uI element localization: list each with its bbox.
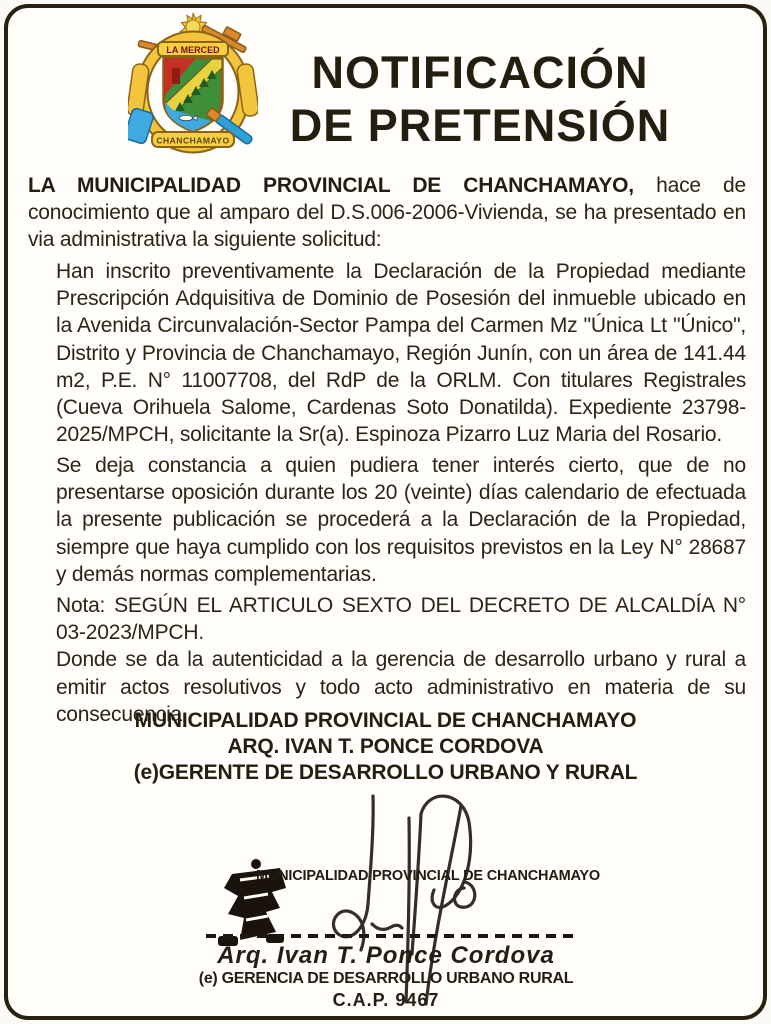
title-line-2: DE PRETENSIÓN bbox=[289, 100, 671, 151]
opposition-paragraph: Se deja constancia a quien pudiera tener interés cierto, que de no presentarse oposición durante los 20 (veinte) días calendario de efectuada la presente publicación se procederá a la Declaración de la Propiedad, siempre que haya cumplido con los requisitos previstos en la Ley N° 28687 y demás normas complementarias. bbox=[56, 454, 746, 586]
top-banner-ribbon bbox=[158, 42, 228, 56]
document-page bbox=[4, 4, 767, 1020]
stamp-signer-name: Arq. Ivan T. Ponce Cordova bbox=[217, 942, 555, 969]
top-banner-text: LA MERCED bbox=[166, 45, 220, 55]
signoff-role: (e)GERENTE DE DESARROLLO URBANO Y RURAL bbox=[133, 761, 638, 784]
shield-figure bbox=[172, 68, 180, 84]
stamp-org-text: MUNICIPALIDAD PROVINCIAL DE CHANCHAMAYO bbox=[256, 868, 600, 884]
stamp-area bbox=[176, 784, 600, 1012]
intro-issuer: LA MUNICIPALIDAD PROVINCIAL DE CHANCHAMAYO, bbox=[28, 174, 634, 197]
donde-line: Donde se da la autenticidad a la gerencia de desarrollo urbano y rural a emitir actos resolutivos y todo acto administrativo en materia de su consecuencia. bbox=[56, 648, 746, 726]
stamp-cap-number: C.A.P. 9467 bbox=[332, 990, 440, 1010]
stamp-signer-role: (e) GERENCIA DE DESARROLLO URBANO RURAL bbox=[198, 970, 574, 987]
nota-line: Nota: SEGÚN EL ARTICULO SEXTO DEL DECRETO DE ALCALDÍA N° 03-2023/MPCH. bbox=[56, 594, 746, 645]
bottom-banner-text: CHANCHAMAYO bbox=[156, 135, 230, 146]
request-paragraph: Han inscrito preventivamente la Declaración de la Propiedad mediante Prescripción Adquisitiva de Dominio de Posesión del inmueble ubicado en la Avenida Circunvalación-Sector Pampa del Carmen Mz "Única Lt "Único", Distrito y Provincia de Chanchamayo, Región Junín, con un área de 141.44 m2, P.E. N° 11007708, del RdP de la ORLM. Con titulares Registrales (Cueva Orihuela Salome, Cardenas Soto Donatilda). Expediente 23798-2025/MPCH, solicitante la Sr(a). Espinoza Pizarro Luz Maria del Rosario. bbox=[56, 260, 746, 447]
signature-dashed-line bbox=[206, 934, 580, 938]
signoff-org: MUNICIPALIDAD PROVINCIAL DE CHANCHAMAYO bbox=[134, 709, 637, 732]
signoff-name: ARQ. IVAN T. PONCE CORDOVA bbox=[227, 735, 544, 758]
left-blue-ribbon bbox=[128, 107, 154, 144]
signoff-block bbox=[8, 708, 763, 786]
intro-text: hace de conocimiento que al amparo del D.S.006-2006-Vivienda, se ha presentado en via administrativa la siguiente solicitud: bbox=[28, 174, 746, 252]
document-title bbox=[230, 46, 730, 152]
intro-paragraph bbox=[28, 172, 746, 254]
bottom-banner-ribbon bbox=[152, 132, 234, 147]
title-line-1: NOTIFICACIÓN bbox=[311, 47, 649, 98]
